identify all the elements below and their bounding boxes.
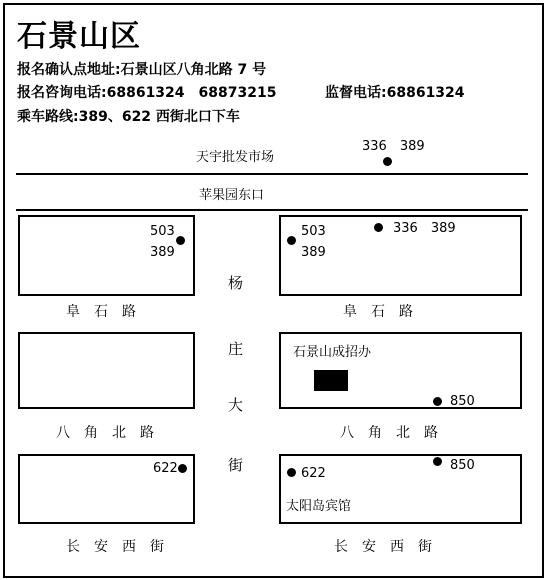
stop-e-line: 622 [153,461,178,476]
bus-stop-top [383,157,392,166]
upper-road-line [16,209,528,211]
top-stop-lines: 336 389 [362,139,425,154]
street-char-1: 杨 [228,274,244,292]
stop-d-line: 850 [450,394,475,409]
fushi-road-right: 阜石路 [343,304,427,320]
district-title: 石景山区 [17,19,141,54]
changan-road-left: 长安西街 [66,539,178,555]
top-road-label: 天宇批发市场 [196,150,275,165]
stop-b-line1: 503 [301,224,326,239]
stop-g-line: 850 [450,458,475,473]
bus-stop-c [374,223,383,232]
bus-stop-f [287,468,296,477]
street-char-4: 街 [228,456,244,474]
office-label: 石景山成招办 [293,345,372,360]
stop-b-line2: 389 [301,245,326,260]
stop-a-line2: 389 [150,245,175,260]
office-marker [314,370,348,391]
bus-stop-d [433,397,442,406]
stop-f-line: 622 [301,466,326,481]
top-road-line [16,173,528,175]
upper-road-label: 苹果园东口 [199,188,265,203]
stop-a-line1: 503 [150,224,175,239]
bus-stop-g [433,457,442,466]
changan-road-right: 长安西街 [334,539,446,555]
bajiao-road-right: 八角北路 [340,425,452,441]
address-text: 报名确认点地址:石景山区八角北路 7 号 [17,62,267,78]
bajiao-road-left: 八角北路 [56,425,168,441]
supervision-text: 监督电话:68861324 [325,85,465,101]
bus-stop-a [176,236,185,245]
stop-c-lines: 336 389 [393,221,456,236]
bus-stop-b [287,236,296,245]
phone-text: 报名咨询电话:68861324 68873215 [17,85,277,101]
fushi-road-left: 阜石路 [66,304,150,320]
street-char-3: 大 [228,396,244,414]
street-char-2: 庄 [228,340,244,358]
block-w-middle [18,332,195,409]
bus-route-text: 乘车路线:389、622 西街北口下车 [17,109,240,125]
hotel-label: 太阳岛宾馆 [286,499,352,514]
bus-stop-e [178,464,187,473]
